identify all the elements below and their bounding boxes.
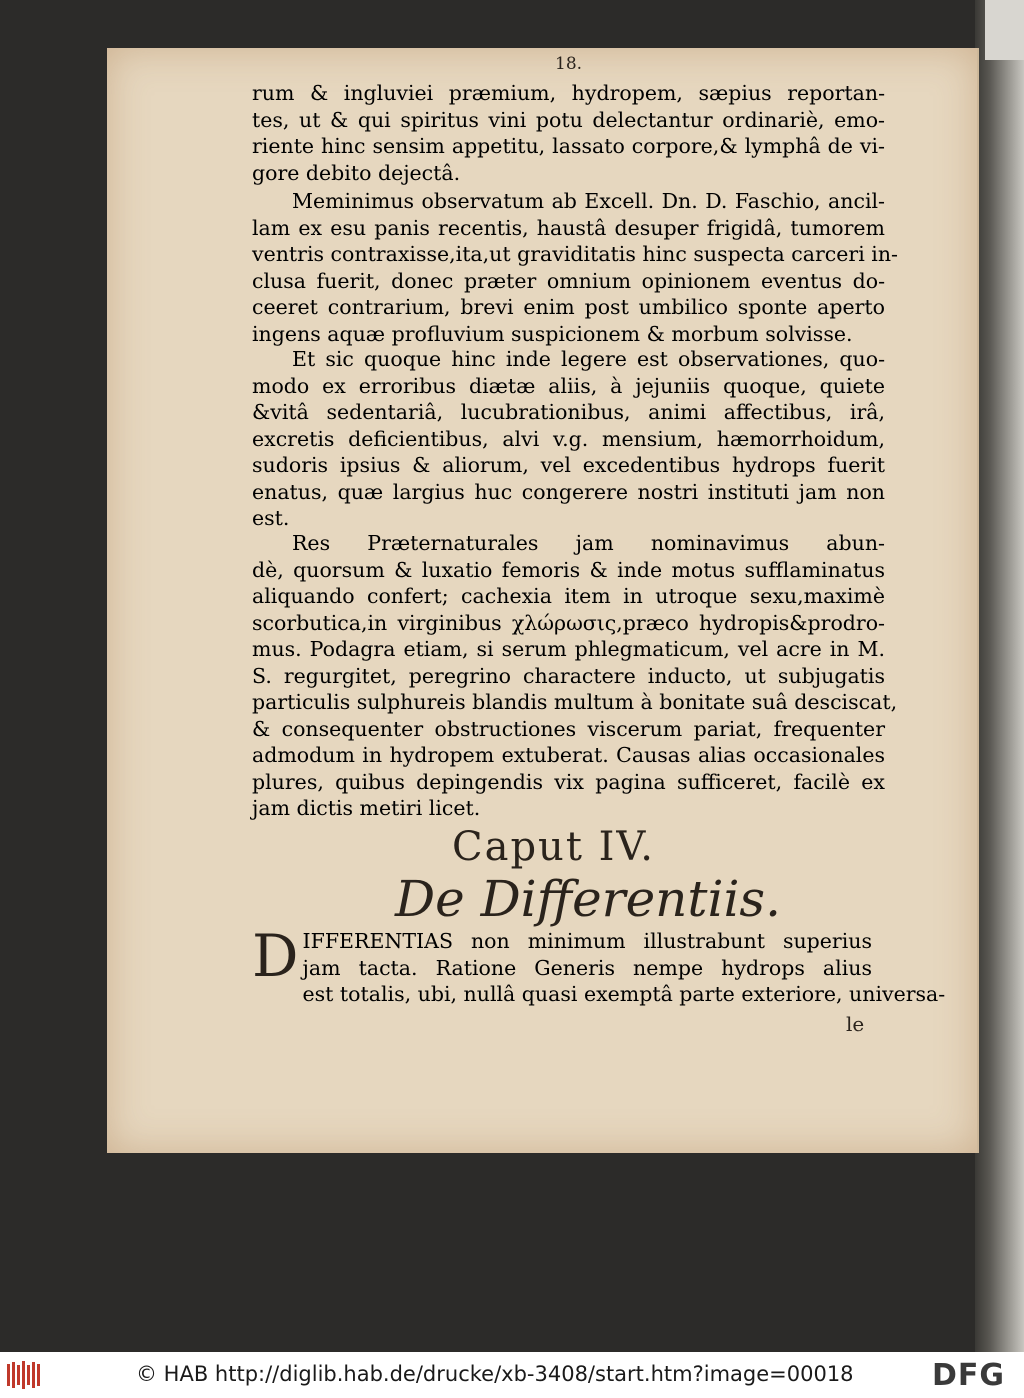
text-line: modo ex erroribus diætæ aliis, à jejuniis quoque, quiete [252,373,885,398]
text-line: lam ex esu panis recentis, haustâ desuper frigidâ, tumorem [252,215,885,240]
paragraph-2 [252,188,898,347]
drop-cap: D [252,922,299,990]
text-line: mus. Podagra etiam, si serum phlegmaticum, vel acre in M. [252,637,885,661]
text-line: est. [252,506,290,530]
text-line: Et sic quoque hinc inde legere est observationes, quo- [292,347,885,371]
text-line: scorbutica,in virginibus χλώρωσις,præco hydropis&prodro- [252,610,885,635]
text-line: ingens aquæ profluvium suspicionem & morbum solvisse. [252,321,853,346]
text-line: jam dictis metiri licet. [252,796,481,820]
chapter-subtitle: De Differentiis. [395,870,781,928]
paragraph-4 [252,530,898,822]
text-line: ventris contraxisse,ita,ut graviditatis hinc suspecta carceri in- [252,242,898,266]
dfg-logo: DFG [932,1358,1006,1393]
paragraph-3 [252,346,885,532]
text-line: dè, quorsum & luxatio femoris & inde motus sufflaminatus [252,557,885,582]
text-line: enatus, quæ largius huc congerere nostri instituti jam non [252,479,885,504]
catchword: le [846,1012,865,1036]
paragraph-1 [252,80,885,186]
footer-link[interactable]: © HAB http://diglib.hab.de/drucke/xb-3408/start.htm?image=00018 [136,1362,854,1386]
text-line: particulis sulphureis blandis multum à bonitate suâ desciscat, [252,690,898,714]
text-line: jam tacta. Ratione Generis nempe hydrops alius [302,955,872,980]
text-line: Res Præternaturales jam nominavimus abun- [292,531,885,555]
text-line: admodum in hydropem extuberat. Causas alias occasionales [252,743,885,767]
text-line: rum & ingluviei præmium, hydropem, sæpius reportan- [252,81,885,105]
text-line: aliquando confert; cachexia item in utroque sexu,maximè [252,584,885,608]
text-line: sudoris ipsius & aliorum, vel excedentibus hydrops fuerit [252,453,885,477]
chapter-title: Caput IV. [452,824,656,870]
text-line: Meminimus observatum ab Excell. Dn. D. Faschio, ancil- [292,189,885,213]
paragraph-5 [252,922,946,1008]
footer-bar [0,1352,1024,1398]
text-line: excretis deficientibus, alvi v.g. mensium, hæmorrhoidum, [252,426,885,451]
text-line: riente hinc sensim appetitu, lassato corpore,& lymphâ de vi- [252,134,885,158]
text-line: tes, ut & qui spiritus vini potu delectantur ordinariè, emo- [252,107,885,132]
text-line: gore debito dejectâ. [252,160,461,185]
text-line: clusa fuerit, donec præter omnium opinionem eventus do- [252,268,885,293]
text-line: S. regurgitet, peregrino charactere inducto, ut subjugatis [252,663,885,688]
text-line: &vitâ sedentariâ, lucubrationibus, animi affectibus, irâ, [252,400,885,424]
text-line: & consequenter obstructiones viscerum pariat, frequenter [252,716,885,741]
text-line: est totalis, ubi, nullâ quasi exemptâ parte exteriore, universa- [302,982,946,1006]
library-logo-icon [6,1360,46,1390]
text-line: plures, quibus depingendis vix pagina sufficeret, facilè ex [252,769,885,794]
page-number: 18. [555,54,583,74]
text-line: IFFERENTIAS non minimum illustrabunt superius [302,929,872,953]
scan-edge-strip [975,0,1024,1352]
text-line: ceeret contrarium, brevi enim post umbilico sponte aperto [252,295,885,319]
scan-edge-highlight [985,0,1024,60]
